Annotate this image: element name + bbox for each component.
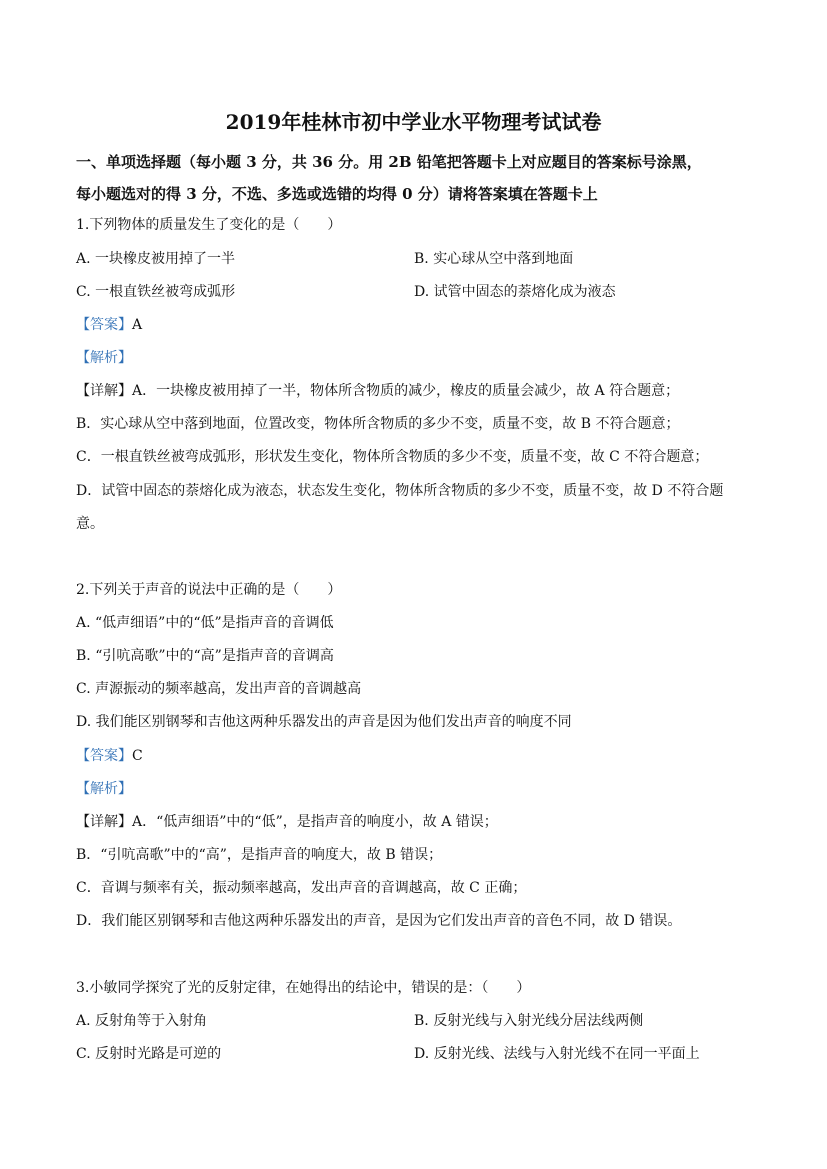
- detail-text: A．“低声细语”中的“低”，是指声音的响度小，故 A 错误；: [132, 814, 498, 830]
- q3-stem: 3.小敏同学探究了光的反射定律，在她得出的结论中，错误的是：（ ）: [76, 980, 531, 996]
- q3-option-d: D. 反射光线、法线与入射光线不在同一平面上: [414, 1046, 700, 1062]
- q1-option-a: A. 一块橡皮被用掉了一半: [76, 251, 236, 267]
- q1-detail-d1: D．试管中固态的萘熔化成为液态，状态发生变化，物体所含物质的多少不变，质量不变，故 D 不符合题: [76, 483, 724, 499]
- q1-detail-b: B．实心球从空中落到地面，位置改变，物体所含物质的多少不变，质量不变，故 B 不符合题意；: [76, 416, 680, 432]
- detail-text: A．一块橡皮被用掉了一半，物体所含物质的减少，橡皮的质量会减少，故 A 符合题意；: [132, 383, 680, 399]
- answer-tag: 【答案】: [76, 317, 132, 333]
- q1-option-b: B. 实心球从空中落到地面: [414, 251, 574, 267]
- q2-detail-c: C．音调与频率有关，振动频率越高，发出声音的音调越高，故 C 正确；: [76, 880, 527, 896]
- q3-option-b: B. 反射光线与入射光线分居法线两侧: [414, 1013, 644, 1029]
- answer-tag: 【答案】: [76, 748, 132, 764]
- q2-analysis-tag: 【解析】: [76, 781, 132, 797]
- q1-analysis-tag: 【解析】: [76, 350, 132, 366]
- q1-detail-d2: 意。: [76, 516, 104, 532]
- section-heading-line2: 每小题选对的得 3 分，不选、多选或选错的均得 0 分）请将答案填在答题卡上: [76, 185, 598, 203]
- q2-option-d: D. 我们能区别钢琴和吉他这两种乐器发出的声音是因为他们发出声音的响度不同: [76, 714, 572, 730]
- detail-tag: 【详解】: [76, 814, 132, 830]
- q3-option-c: C. 反射时光路是可逆的: [76, 1046, 222, 1062]
- q2-detail-b: B．“引吭高歌”中的“高”，是指声音的响度大，故 B 错误；: [76, 847, 443, 863]
- detail-tag: 【详解】: [76, 383, 132, 399]
- answer-value: C: [132, 748, 143, 764]
- answer-value: A: [132, 317, 143, 333]
- q1-option-c: C. 一根直铁丝被弯成弧形: [76, 284, 236, 300]
- q2-detail-d: D．我们能区别钢琴和吉他这两种乐器发出的声音，是因为它们发出声音的音色不同，故 D 错误。: [76, 913, 682, 929]
- q2-detail-a: [76, 812, 498, 832]
- q2-option-b: B. “引吭高歌”中的“高”是指声音的音调高: [76, 648, 334, 664]
- q2-option-a: A. “低声细语”中的“低”是指声音的音调低: [76, 615, 334, 631]
- q1-detail-c: C．一根直铁丝被弯成弧形，形状发生变化，物体所含物质的多少不变，质量不变，故 C 不符合题意；: [76, 449, 709, 465]
- q2-stem: 2.下列关于声音的说法中正确的是（ ）: [76, 582, 342, 598]
- section-heading-line1: 一、单项选择题（每小题 3 分，共 36 分。用 2B 铅笔把答题卡上对应题目的答案标号涂黑，: [76, 153, 702, 171]
- q2-option-c: C. 声源振动的频率越高，发出声音的音调越高: [76, 681, 362, 697]
- q1-answer: [76, 315, 142, 335]
- q1-detail-a: [76, 381, 679, 401]
- q2-answer: [76, 746, 143, 766]
- page-title: 2019年桂林市初中学业水平物理考试试卷: [225, 110, 602, 134]
- q1-stem: 1.下列物体的质量发生了变化的是（ ）: [76, 217, 342, 233]
- q3-option-a: A. 反射角等于入射角: [76, 1013, 208, 1029]
- q1-option-d: D. 试管中固态的萘熔化成为液态: [414, 284, 616, 300]
